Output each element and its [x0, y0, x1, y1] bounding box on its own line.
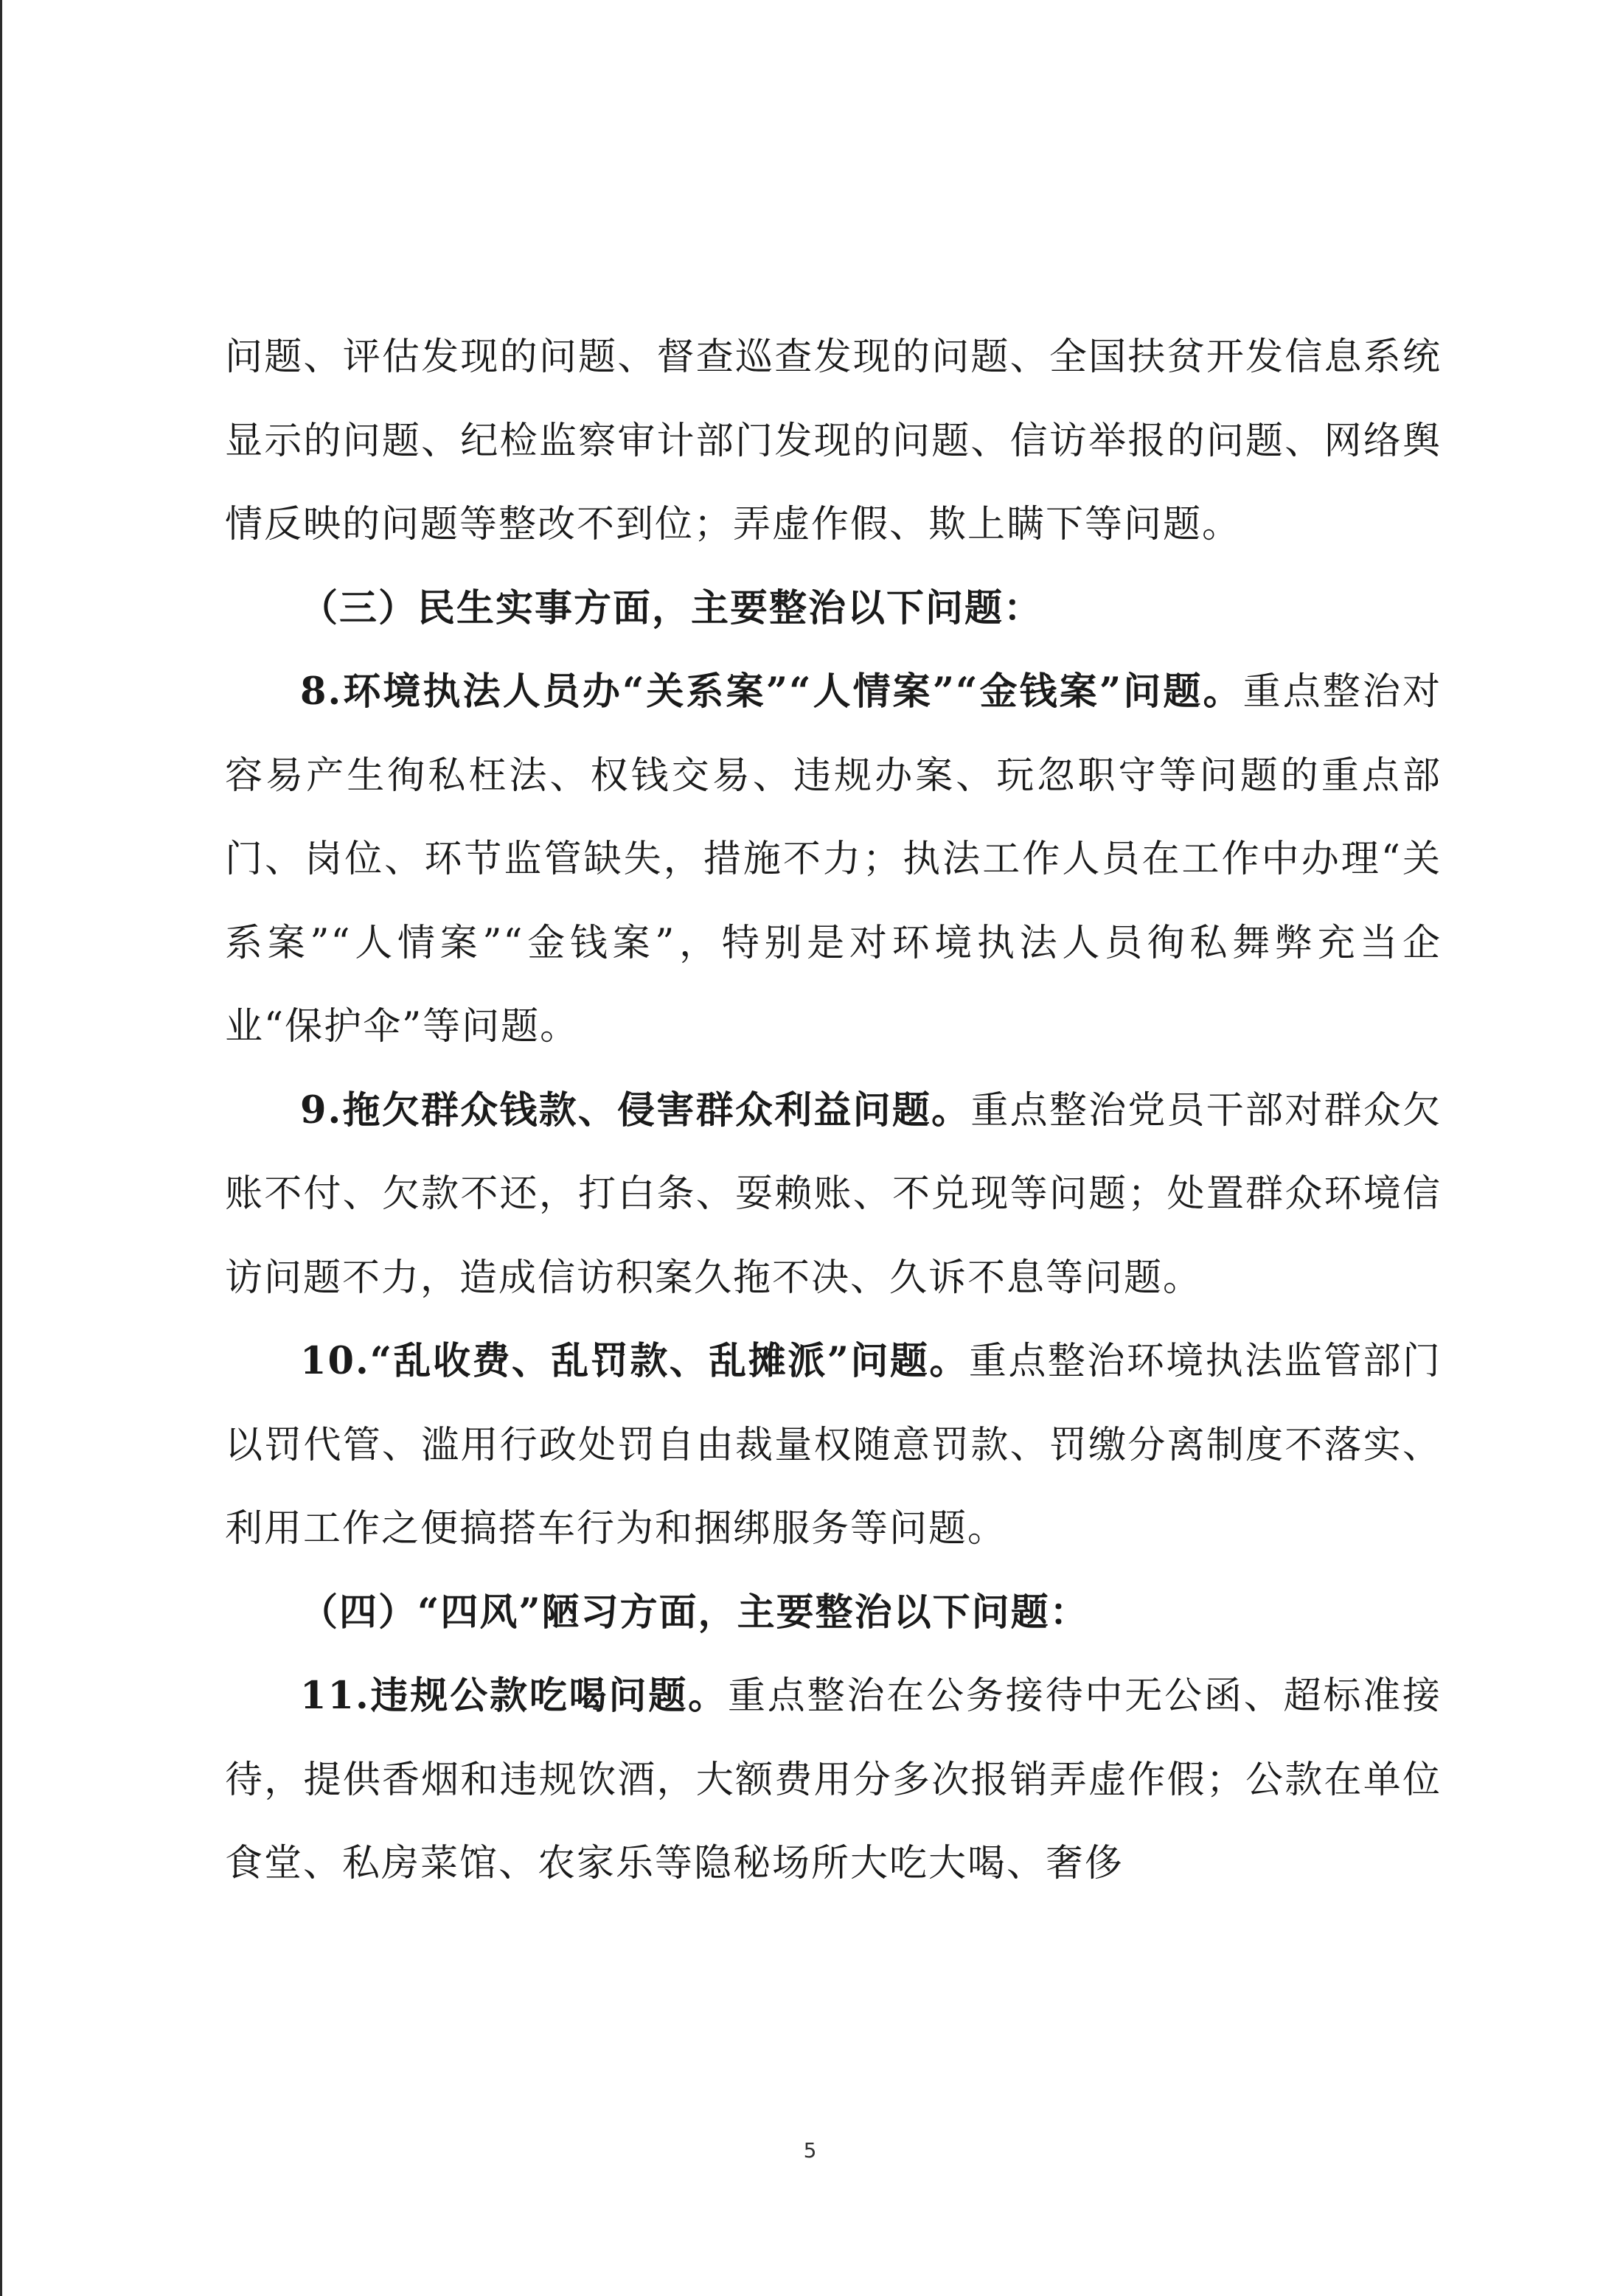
item-lead: 8.环境执法人员办“关系案”“人情案”“金钱案”问题。: [300, 669, 1243, 714]
item-8: [225, 650, 1442, 1069]
section-heading-4: [225, 1571, 1442, 1655]
item-text: 重点整治环境执法监管部门以罚代管、滥用行政处罚自由裁量权随意罚款、罚缴分离制度不落实、利用工作之便搞搭车行为和捆绑服务等问题。: [225, 1340, 1442, 1551]
item-lead: 9.拖欠群众钱款、侵害群众利益问题。: [300, 1088, 971, 1133]
item-text: 重点整治党员干部对群众欠账不付、欠款不还，打白条、耍赖账、不兑现等问题；处置群众环境信访问题不力，造成信访积案久拖不决、久诉不息等问题。: [225, 1088, 1442, 1300]
heading-text: （三）民生实事方面，主要整治以下问题：: [300, 585, 1043, 630]
item-10: [225, 1320, 1442, 1571]
item-text: 重点整治对容易产生徇私枉法、权钱交易、违规办案、玩忽职守等问题的重点部门、岗位、环节监管缺失，措施不力；执法工作人员在工作中办理“关系案”“人情案”“金钱案”，特别是对环境执法人员徇私舞弊充当企业“保护伞”等问题。: [225, 670, 1442, 1048]
scan-artifact: [811, 16, 900, 21]
section-heading-3: [225, 567, 1442, 651]
paragraph-continuation: [225, 316, 1442, 567]
item-11: [225, 1655, 1442, 1906]
page-number: 5: [803, 2138, 817, 2163]
item-text: 重点整治在公务接待中无公函、超标准接待，提供香烟和违规饮酒，大额费用分多次报销弄虚作假；公款在单位食堂、私房菜馆、农家乐等隐秘场所大吃大喝、奢侈: [225, 1674, 1442, 1885]
item-lead: 11.违规公款吃喝问题。: [300, 1674, 728, 1718]
scan-left-edge: [0, 0, 2, 2296]
item-lead: 10.“乱收费、乱罚款、乱摊派”问题。: [300, 1339, 969, 1383]
item-9: [225, 1069, 1442, 1321]
paragraph-text: 问题、评估发现的问题、督查巡查发现的问题、全国扶贫开发信息系统显示的问题、纪检监察审计部门发现的问题、信访举报的问题、网络舆情反映的问题等整改不到位；弄虚作假、欺上瞒下等问题。: [225, 335, 1442, 546]
document-body: [225, 316, 1442, 1906]
heading-text: （四）“四风”陋习方面，主要整治以下问题：: [300, 1590, 1089, 1635]
